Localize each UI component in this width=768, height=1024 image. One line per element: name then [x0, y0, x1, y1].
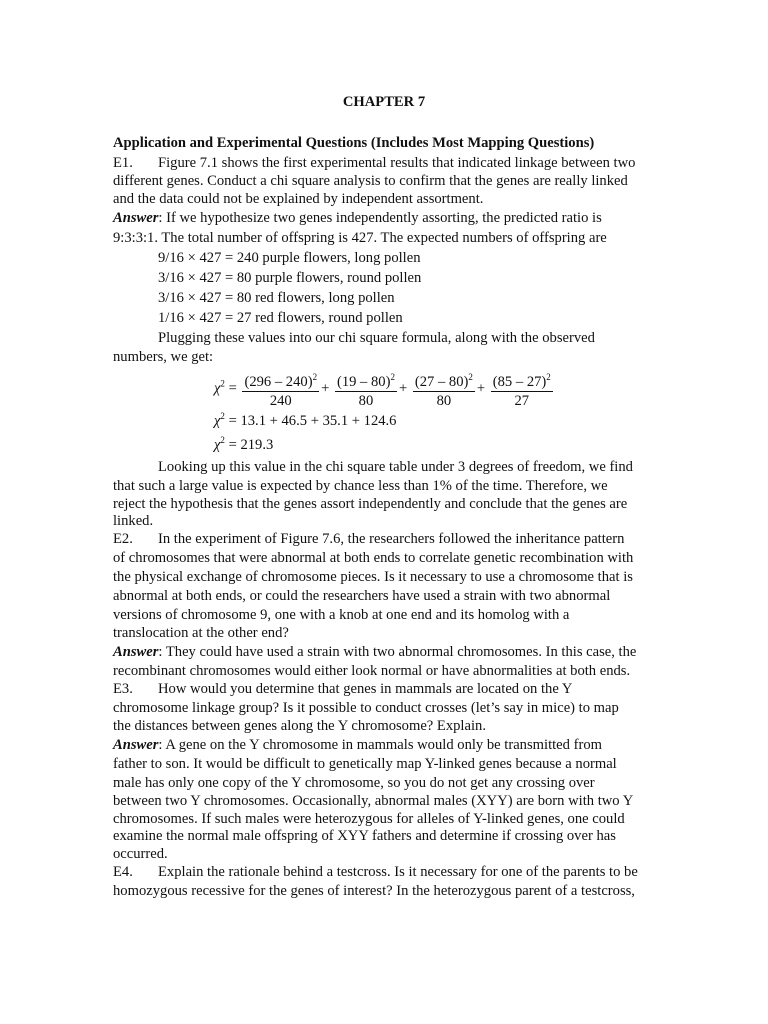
fraction [335, 368, 397, 410]
exponent: 2 [312, 372, 318, 382]
e1-question-line [113, 154, 635, 172]
result-value: = 219.3 [224, 436, 274, 453]
question-number: E2. [113, 531, 133, 547]
chi-symbol: χ [214, 412, 221, 429]
question-text: In the experiment of Figure 7.6, the researchers followed the inheritance pattern [158, 531, 625, 547]
e1-conclusion-line: reject the hypothesis that the genes assort independently and conclude that the genes are [113, 496, 628, 512]
e1-answer-line: numbers, we get: [113, 349, 214, 365]
numerator: (19 – 80) [336, 373, 391, 390]
exponent: 2 [390, 372, 395, 382]
question-text: Figure 7.1 shows the first experimental results that indicated linkage between two [158, 155, 636, 171]
question-number: E1. [113, 155, 133, 171]
e3-answer-line: occurred. [113, 846, 168, 862]
exponent: 2 [220, 411, 225, 421]
answer-text: : A gene on the Y chromosome in mammals would only be transmitted from [158, 737, 602, 753]
expected-count: 3/16 × 427 = 80 purple flowers, round pollen [158, 270, 422, 286]
e2-question-line: of chromosomes that were abnormal at both ends to correlate genetic recombination with [113, 550, 634, 566]
answer-label: Answer [113, 737, 159, 753]
denominator: 80 [436, 392, 452, 409]
answer-label: Answer [113, 210, 159, 226]
e3-question-line: the distances between genes along the Y chromosome? Explain. [113, 718, 486, 734]
fraction [491, 368, 553, 410]
question-text: Explain the rationale behind a testcross. Is it necessary for one of the parents to be [158, 864, 638, 880]
denominator: 80 [358, 392, 374, 409]
e3-question-line: chromosome linkage group? Is it possible to conduct crosses (let’s say in mice) to map [113, 700, 619, 716]
e2-question-line: translocation at the other end? [113, 625, 289, 641]
fraction [413, 368, 475, 410]
e4-question-line [113, 863, 638, 881]
e3-answer-line: chromosomes. If such males were heterozygous for alleles of Y-linked genes, one could [113, 811, 625, 827]
exponent: 2 [220, 378, 225, 389]
denominator: 240 [269, 392, 292, 409]
numerator: (27 – 80) [414, 373, 469, 390]
expected-count: 1/16 × 427 = 27 red flowers, round pollen [158, 310, 403, 326]
chapter-title: CHAPTER 7 [342, 94, 426, 110]
e2-answer-line: recombinant chromosomes would either look normal or have abnormalities at both ends. [113, 663, 631, 679]
question-number: E4. [113, 864, 133, 880]
e3-answer-line: between two Y chromosomes. Occasionally, abnormal males (XYY) are born with two Y [113, 793, 634, 809]
question-text: How would you determine that genes in mammals are located on the Y [158, 681, 573, 697]
chi-symbol: χ [214, 436, 221, 453]
exponent: 2 [546, 372, 551, 382]
denominator: 27 [514, 392, 530, 409]
e1-answer-line: Plugging these values into our chi square formula, along with the observed [158, 330, 595, 346]
e3-answer-line: examine the normal male offspring of XYY fathers and determine if crossing over has [113, 828, 616, 844]
chi-square-formula: $\chi^2$ = $\frac{(296 - 240)^2}{240}$ + $\frac{(19 - 80)^2}{80}$ + $\frac{(27 - 80)^2}{80}$ + $\frac{(85 - 27)^2}{27}$ [214, 368, 555, 410]
e2-question-line: versions of chromosome 9, one with a knob at one end and its homolog with a [113, 607, 570, 623]
answer-text: : They could have used a strain with two abnormal chromosomes. In this case, the [158, 644, 637, 660]
e2-question-line [113, 530, 624, 548]
answer-label: Answer [113, 644, 159, 660]
expected-count: 3/16 × 427 = 80 red flowers, long pollen [158, 290, 395, 306]
chi-square-result [214, 435, 273, 454]
numerator: (296 – 240) [244, 373, 313, 390]
e3-answer-line: male has only one copy of the Y chromosome, so you do not get any crossing over [113, 775, 595, 791]
exponent: 2 [220, 435, 225, 445]
e1-conclusion-line: Looking up this value in the chi square table under 3 degrees of freedom, we find [158, 459, 633, 475]
e2-question-line: abnormal at both ends, or could the researchers have used a strain with two abnormal [113, 588, 611, 604]
e4-question-line: homozygous recessive for the genes of interest? In the heterozygous parent of a testcross, [113, 883, 635, 899]
e1-conclusion-line: linked. [113, 513, 154, 529]
numerator: (85 – 27) [492, 373, 547, 390]
e2-answer-line [113, 643, 636, 661]
e2-question-line: the physical exchange of chromosome pieces. Is it necessary to use a chromosome that is [113, 569, 633, 585]
e1-question-line: and the data could not be explained by independent assortment. [113, 191, 484, 207]
exponent: 2 [468, 372, 473, 382]
e1-question-line: different genes. Conduct a chi square analysis to confirm that the genes are really linked [113, 173, 628, 189]
e3-question-line [113, 680, 572, 698]
question-number: E3. [113, 681, 133, 697]
e1-conclusion-line: that such a large value is expected by chance less than 1% of the time. Therefore, we [113, 478, 608, 494]
fraction [242, 368, 319, 410]
e3-answer-line: father to son. It would be difficult to genetically map Y-linked genes because a normal [113, 756, 617, 772]
e1-answer-line: 9:3:3:1. The total number of offspring is 427. The expected numbers of offspring are [113, 230, 607, 246]
section-heading: Application and Experimental Questions (Includes Most Mapping Questions) [113, 135, 595, 151]
chi-square-sum [214, 411, 396, 430]
expected-count: 9/16 × 427 = 240 purple flowers, long pollen [158, 250, 421, 266]
e1-answer-line [113, 209, 602, 227]
answer-text: : If we hypothesize two genes independently assorting, the predicted ratio is [158, 210, 602, 226]
e3-answer-line [113, 736, 602, 754]
chi-symbol: χ [214, 380, 221, 397]
sum-terms: = 13.1 + 46.5 + 35.1 + 124.6 [224, 412, 397, 429]
